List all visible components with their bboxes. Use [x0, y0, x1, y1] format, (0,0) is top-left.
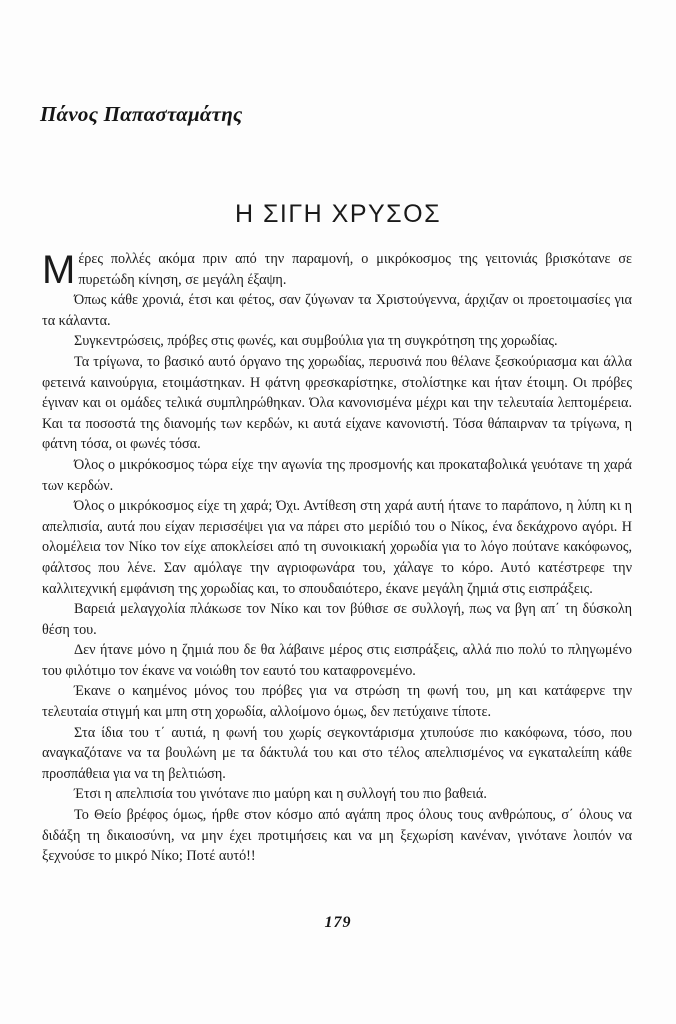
paragraph: Βαρειά μελαγχολία πλάκωσε τον Νίκο και τον βύθισε σε συλλογή, πως να βγη απ΄ τη δύσκολη θέση του. [42, 601, 632, 638]
story-title: Η ΣΙΓΗ ΧΡΥΣΟΣ [234, 200, 442, 228]
author-name: Πάνος Παπασταμάτης [40, 102, 243, 126]
paragraph: Συγκεντρώσεις, πρόβες στις φωνές, και συμβούλια για τη συγκρότηση της χορωδίας. [74, 333, 558, 350]
paragraph: Όλος ο μικρόκοσμος τώρα είχε την αγωνία της προσμονής και προκαταβολικά γευότανε τη χαρά των κερδών. [42, 456, 632, 494]
page-number: 179 [324, 914, 352, 931]
paragraph: Έτσι η απελπισία του γινότανε πιο μαύρη και η συλλογή του πιο βαθειά. [74, 786, 487, 803]
paragraph: Όπως κάθε χρονιά, έτσι και φέτος, σαν ζύγωναν τα Χριστούγεννα, άρχιζαν οι προετοιμασίες για τα κάλαντα. [42, 292, 632, 329]
paragraph: Στα ίδια του τ΄ αυτιά, η φωνή του χωρίς σεγκοντάρισμα χτυπούσε πιο κακόφωνα, τόσο, που αναγκαζότανε να τα βουλώνη με τα δάκτυλά του και στο τέλος απελπισμένος να εγκαταλείπη κάθε προσπάθεια για να τη βελτιώση. [42, 724, 632, 782]
paragraph: Τα τρίγωνα, το βασικό αυτό όργανο της χορωδίας, περυσινά που θέλανε ξεσκούριασμα και άλλα φετεινά καινούργια, ετοιμάστηκαν. Η φάτνη φρεσκαρίστηκε, στολίστηκε και ήταν έτοιμη. Οι πρόβες έγιναν και οι ομάδες τελικά συμπληρώθηκαν. Όλα κανονισμένα μέχρι και την τελευταία λεπτομέρεια. Και τα ποσοστά της διανομής των κερδών, κι αυτά είχανε κανονιστή. Τόσα θάπαιρναν τα τρίγωνα, η φάτνη τόσα, οι φωνές τόσα. [42, 353, 632, 453]
paragraph: Το Θείο βρέφος όμως, ήρθε στον κόσμο από αγάπη προς όλους τους ανθρώπους, σ΄ όλους να διδάξη τη δικαιοσύνη, να μην έχει προτιμήσεις και να μη ξεχωρίση κανέναν, γινότανε λοιπόν να ξεχνούσε το μικρό Νίκο; Ποτέ αυτό!! [42, 807, 632, 865]
paragraph: Δεν ήτανε μόνο η ζημιά που δε θα λάβαινε μέρος στις εισπράξεις, αλλά πιο πολύ το πληγωμένο του φιλότιμο τον έκανε να νοιώθη τον εαυτό του καταφρονεμένο. [42, 642, 632, 679]
paragraph: Έκανε ο καημένος μόνος του πρόβες για να στρώση τη φωνή του, μη και κατάφερνε την τελευταία στιγμή και μπη στη χορωδία, αλλοίμονο όμως, δεν πετύχαινε τίποτε. [42, 683, 632, 721]
drop-cap-letter: Μ [42, 248, 76, 292]
story-body [42, 249, 632, 867]
paragraph: Όλος ο μικρόκοσμος είχε τη χαρά; Όχι. Αντίθεση στη χαρά αυτή ήτανε το παράπονο, η λύπη κι η απελπισία, αυτά που είχαν περισσέψει για να πάρει στο μερίδιό του ο Νίκος, ένα δεκάχρονο αγόρι. Η ολομέλεια τον Νίκο τον είχε αποκλείσει από τη συνοικιακή χορωδία για το λόγο πούτανε κακόφωνος, φάλτσος που λένε. Σαν αμόλαγε την αγριοφωνάρα του, χάλαγε το κόρο. Αυτό κατέστρεφε την καλλιτεχνική εμφάνιση της χορωδίας και, το σπουδαιότερο, έκανε μεγάλη ζημιά στις εισπράξεις. [42, 498, 632, 597]
paragraph-1-text: έρες πολλές ακόμα πριν από την παραμονή, ο μικρόκοσμος της γειτονιάς βρισκότανε σε πυρετώδη κίνηση, σε μεγάλη έξαψη. [78, 251, 632, 288]
paragraph-1 [42, 249, 632, 290]
